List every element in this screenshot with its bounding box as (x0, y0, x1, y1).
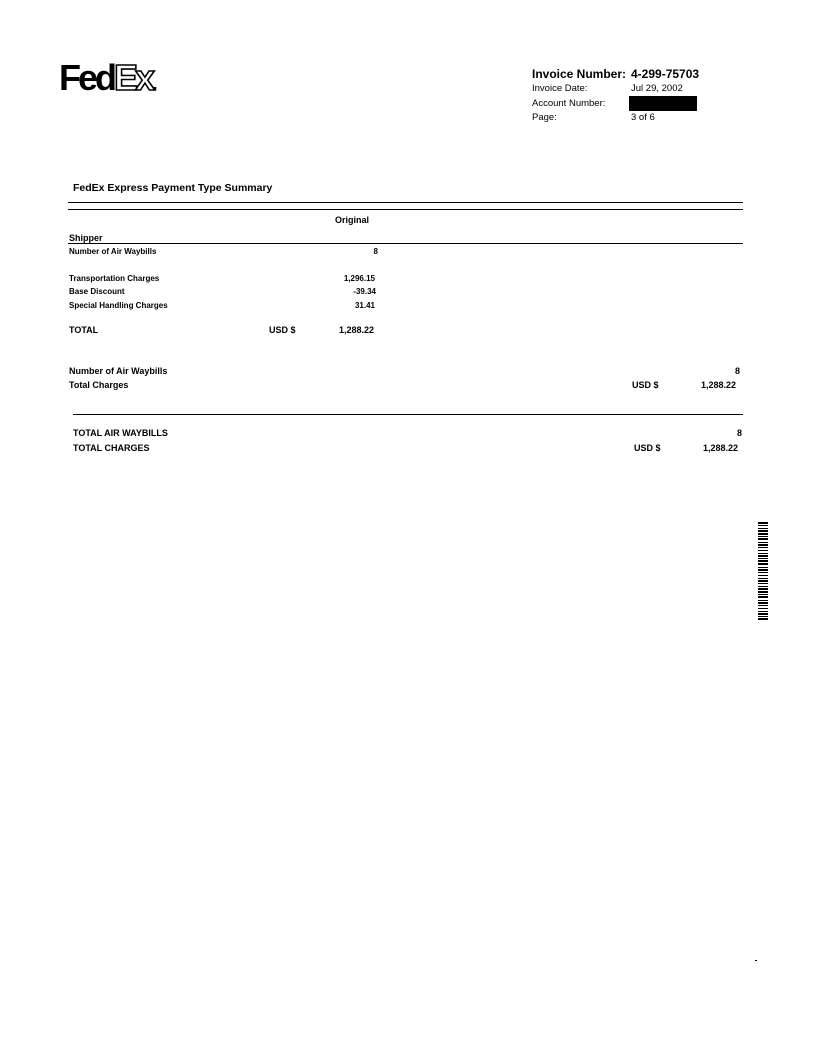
logo-dot: . (152, 73, 158, 95)
summary-charges-currency: USD $ (632, 380, 659, 390)
row-value-transportation-charges: 1,296.15 (343, 274, 375, 283)
summary-waybills-value: 8 (734, 366, 740, 376)
row-value-air-waybills: 8 (373, 247, 378, 256)
grand-total-charges-label: TOTAL CHARGES (73, 443, 150, 453)
column-header-original: Original (335, 215, 370, 225)
invoice-date-value: Jul 29, 2002 (631, 83, 683, 94)
invoice-number-value: 4-299-75703 (631, 67, 700, 81)
fedex-logo (59, 57, 158, 98)
row-value-special-handling: 31.41 (354, 301, 375, 310)
group-label-shipper: Shipper (69, 233, 103, 243)
grand-total-charges-currency: USD $ (634, 443, 661, 453)
grand-total-rule (73, 414, 743, 415)
account-number-redaction (629, 96, 697, 111)
section-second-rule (68, 209, 743, 210)
summary-charges-value: 1,288.22 (700, 380, 736, 390)
row-value-base-discount: -39.34 (353, 287, 376, 296)
grand-total-charges-value: 1,288.22 (702, 443, 738, 453)
section-total-currency: USD $ (269, 325, 296, 335)
invoice-date-label: Invoice Date: (532, 83, 588, 94)
group-underline (68, 243, 743, 244)
row-label-special-handling: Special Handling Charges (69, 301, 168, 310)
row-label-transportation-charges: Transportation Charges (69, 274, 160, 283)
row-label-base-discount: Base Discount (69, 287, 125, 296)
section-title: FedEx Express Payment Type Summary (73, 182, 273, 194)
section-total-label: TOTAL (69, 325, 99, 335)
grand-total-waybills-value: 8 (736, 428, 742, 438)
footer-mark (755, 960, 757, 961)
logo-ex-text: Ex (114, 57, 153, 98)
row-label-air-waybills: Number of Air Waybills (69, 247, 157, 256)
section-top-rule (68, 202, 743, 203)
summary-charges-label: Total Charges (69, 380, 129, 390)
account-number-label: Account Number: (532, 98, 606, 109)
page-value: 3 of 6 (631, 112, 655, 123)
page-label: Page: (532, 112, 557, 123)
grand-total-waybills-label: TOTAL AIR WAYBILLS (73, 428, 168, 438)
summary-waybills-label: Number of Air Waybills (69, 366, 168, 376)
logo-fed-text: Fed (59, 57, 115, 98)
barcode-graphic (758, 522, 768, 620)
invoice-number-label: Invoice Number: (532, 67, 627, 81)
section-total-value: 1,288.22 (338, 325, 374, 335)
